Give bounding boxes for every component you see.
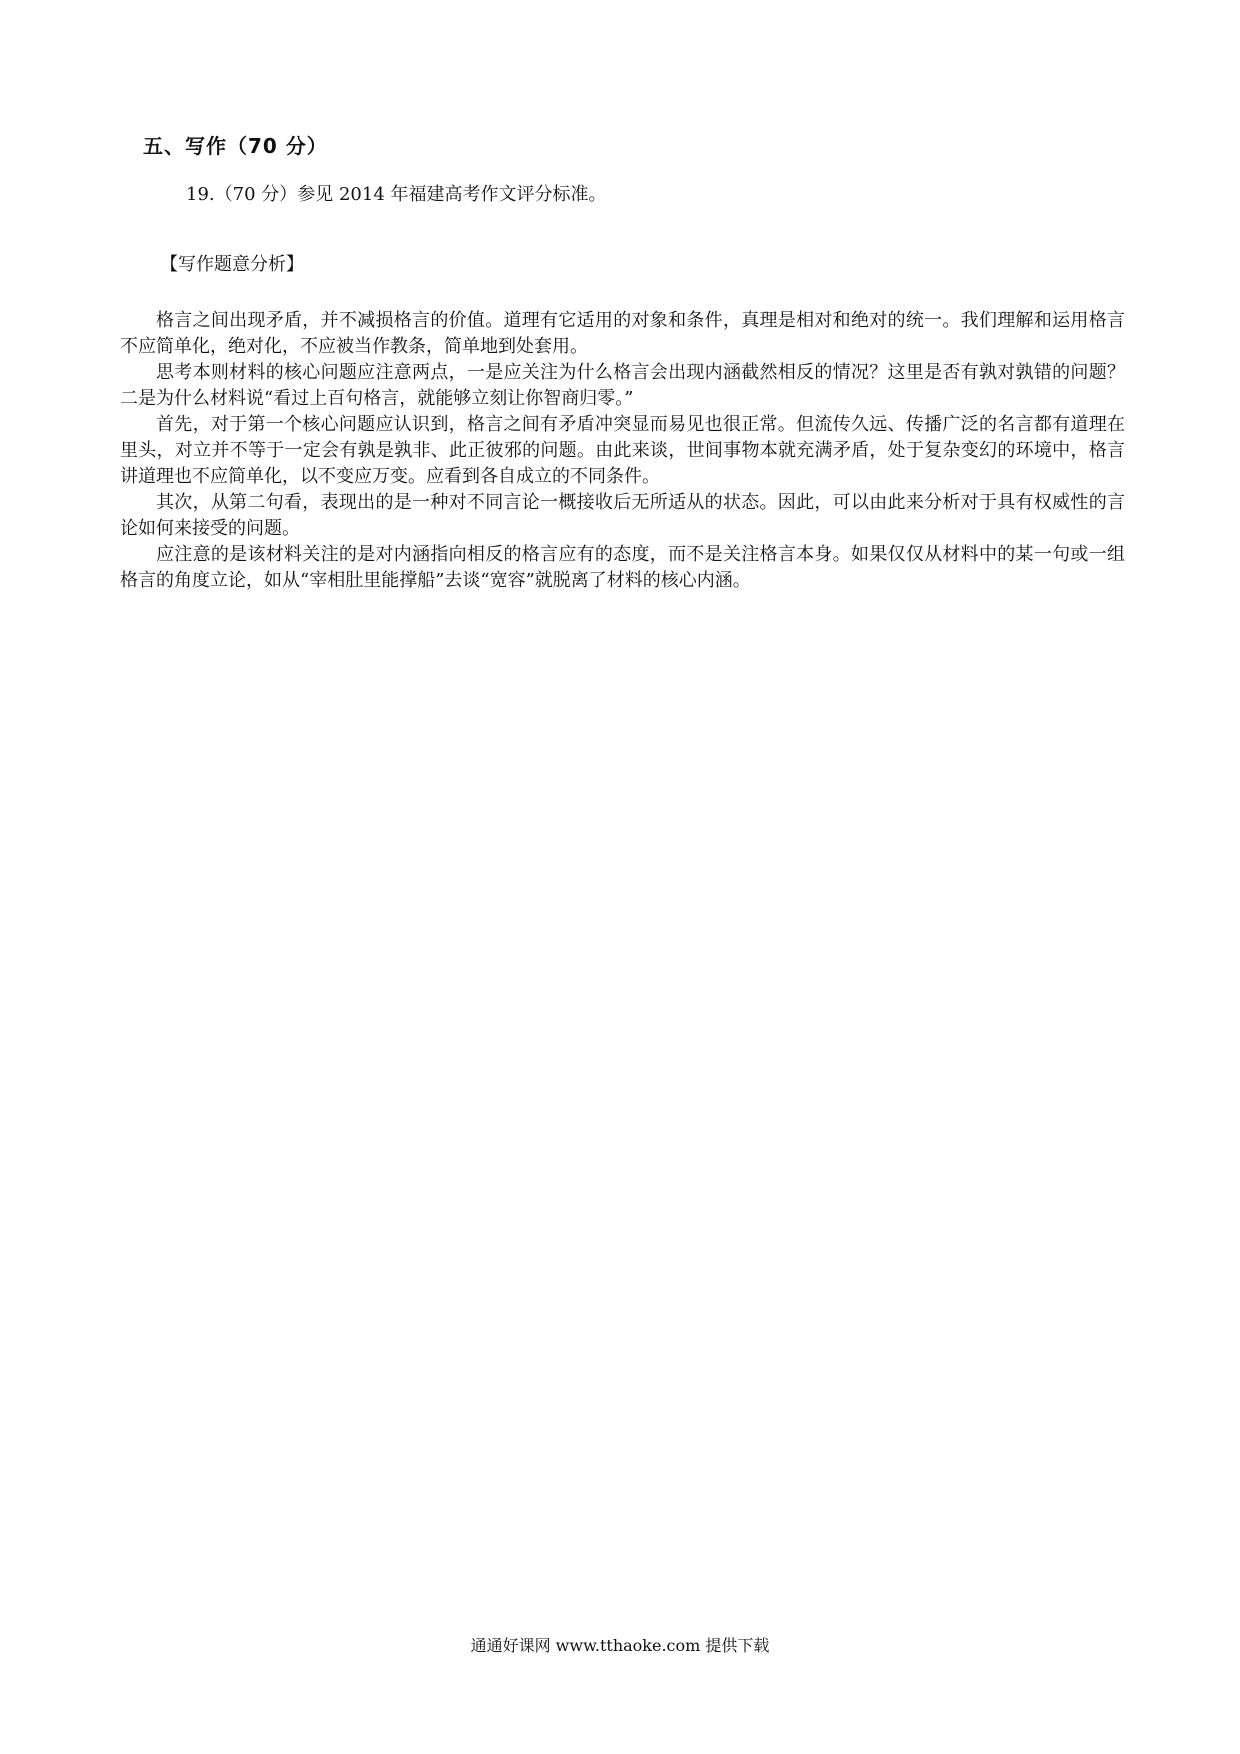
analysis-heading: 【写作题意分析】 xyxy=(160,254,304,275)
analysis-paragraph: 思考本则材料的核心问题应注意两点，一是应关注为什么格言会出现内涵截然相反的情况？这里是否有孰对孰错的问题？二是为什么材料说“看过上百句格言，就能够立刻让你智商归零。” xyxy=(120,362,1125,409)
analysis-paragraph: 其次，从第二句看，表现出的是一种对不同言论一概接收后无所适从的状态。因此，可以由此来分析对于具有权威性的言论如何来接受的问题。 xyxy=(120,492,1125,539)
analysis-body xyxy=(120,308,1125,594)
page-footer: 通通好课网 www.tthaoke.com 提供下载 xyxy=(470,1636,770,1655)
section-heading: 五、写作（70 分） xyxy=(143,134,328,158)
analysis-paragraph: 首先，对于第一个核心问题应认识到，格言之间有矛盾冲突显而易见也很正常。但流传久远、传播广泛的名言都有道理在里头，对立并不等于一定会有孰是孰非、此正彼邪的问题。由此来谈，世间事物本就充满矛盾，处于复杂变幻的环境中，格言讲道理也不应简单化，以不变应万变。应看到各自成立的不同条件。 xyxy=(120,414,1125,487)
question-19-text: 19.（70 分）参见 2014 年福建高考作文评分标准。 xyxy=(186,184,607,205)
analysis-paragraph: 格言之间出现矛盾，并不减损格言的价值。道理有它适用的对象和条件，真理是相对和绝对的统一。我们理解和运用格言不应简单化，绝对化，不应被当作教条，简单地到处套用。 xyxy=(120,310,1125,357)
analysis-paragraph: 应注意的是该材料关注的是对内涵指向相反的格言应有的态度，而不是关注格言本身。如果仅仅从材料中的某一句或一组格言的角度立论，如从“宰相肚里能撑船”去谈“宽容”就脱离了材料的核心内涵。 xyxy=(120,544,1125,591)
